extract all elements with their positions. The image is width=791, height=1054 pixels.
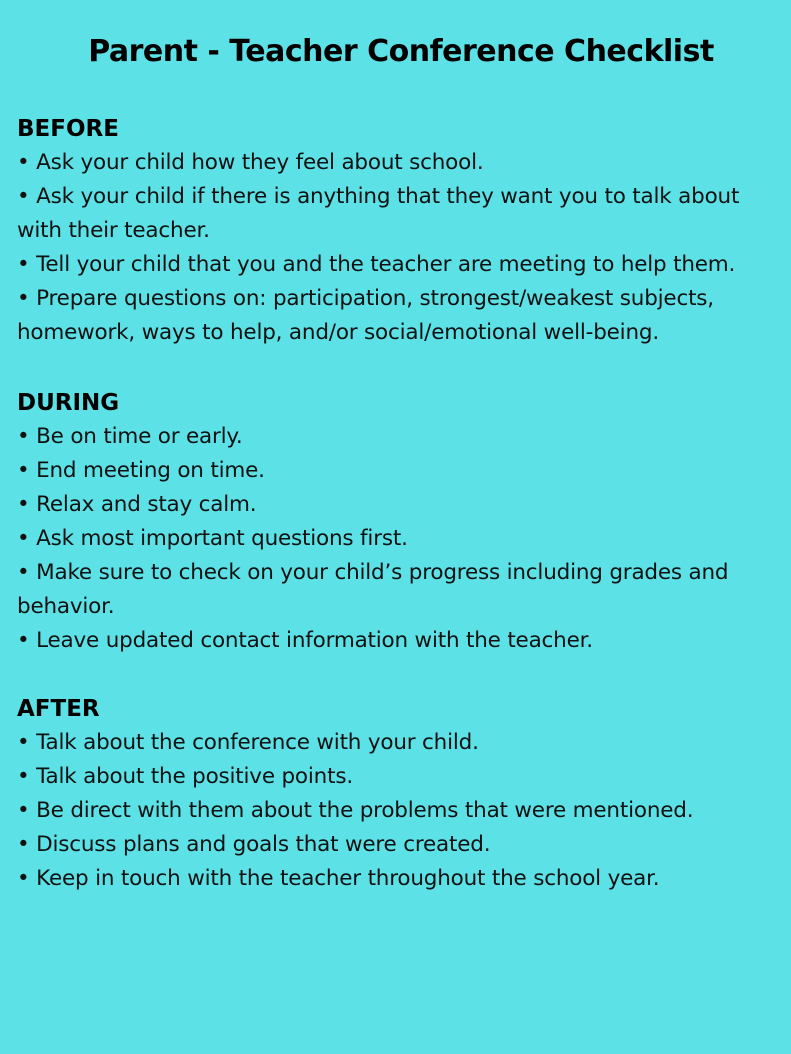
bullet: •	[17, 458, 30, 483]
after-list	[17, 726, 771, 896]
list-item	[17, 556, 771, 624]
list-item-text: Be direct with them about the problems that were mentioned.	[36, 798, 694, 823]
bullet: •	[17, 798, 30, 823]
list-item-text: Talk about the conference with your child.	[36, 730, 479, 755]
bullet: •	[17, 866, 30, 891]
list-item	[17, 726, 771, 760]
bullet: •	[17, 184, 30, 209]
checklist-page	[0, 30, 791, 1054]
bullet: •	[17, 286, 30, 311]
list-item-text: Keep in touch with the teacher throughout the school year.	[36, 866, 660, 891]
list-item-text: Be on time or early.	[36, 424, 243, 449]
page-title: Parent - Teacher Conference Checklist	[88, 34, 714, 69]
list-item-text: Ask most important questions first.	[36, 526, 408, 551]
list-item-text: Make sure to check on your child’s progress including grades and behavior.	[17, 560, 729, 619]
list-item	[17, 282, 771, 350]
list-item	[17, 522, 771, 556]
list-item-text: Tell your child that you and the teacher are meeting to help them.	[36, 252, 736, 277]
list-item-text: Relax and stay calm.	[36, 492, 257, 517]
list-item-text: Ask your child if there is anything that they want you to talk about with their teacher.	[17, 184, 740, 243]
list-item	[17, 180, 771, 248]
section-after	[17, 692, 771, 896]
list-item	[17, 862, 771, 896]
list-item	[17, 828, 771, 862]
bullet: •	[17, 560, 30, 585]
list-item-text: Prepare questions on: participation, strongest/weakest subjects, homework, ways to help, and/or social/emotional well-being.	[17, 286, 714, 345]
list-item-text: Talk about the positive points.	[36, 764, 353, 789]
before-list	[17, 146, 771, 350]
section-heading-after: AFTER	[17, 696, 100, 722]
bullet: •	[17, 730, 30, 755]
bullet: •	[17, 764, 30, 789]
list-item	[17, 454, 771, 488]
during-list	[17, 420, 771, 658]
section-heading-before: BEFORE	[17, 116, 119, 142]
list-item	[17, 488, 771, 522]
list-item	[17, 146, 771, 180]
list-item-text: Ask your child how they feel about school.	[36, 150, 484, 175]
list-item-text: Discuss plans and goals that were created.	[36, 832, 491, 857]
list-item-text: End meeting on time.	[36, 458, 265, 483]
bullet: •	[17, 252, 30, 277]
list-item	[17, 794, 771, 828]
list-item	[17, 624, 771, 658]
section-heading-during: DURING	[17, 390, 120, 416]
section-before	[17, 112, 771, 350]
bullet: •	[17, 526, 30, 551]
bullet: •	[17, 832, 30, 857]
list-item	[17, 760, 771, 794]
list-item-text: Leave updated contact information with the teacher.	[36, 628, 593, 653]
section-during	[17, 386, 771, 658]
list-item	[17, 248, 771, 282]
bullet: •	[17, 150, 30, 175]
list-item	[17, 420, 771, 454]
bullet: •	[17, 628, 30, 653]
bullet: •	[17, 492, 30, 517]
bullet: •	[17, 424, 30, 449]
